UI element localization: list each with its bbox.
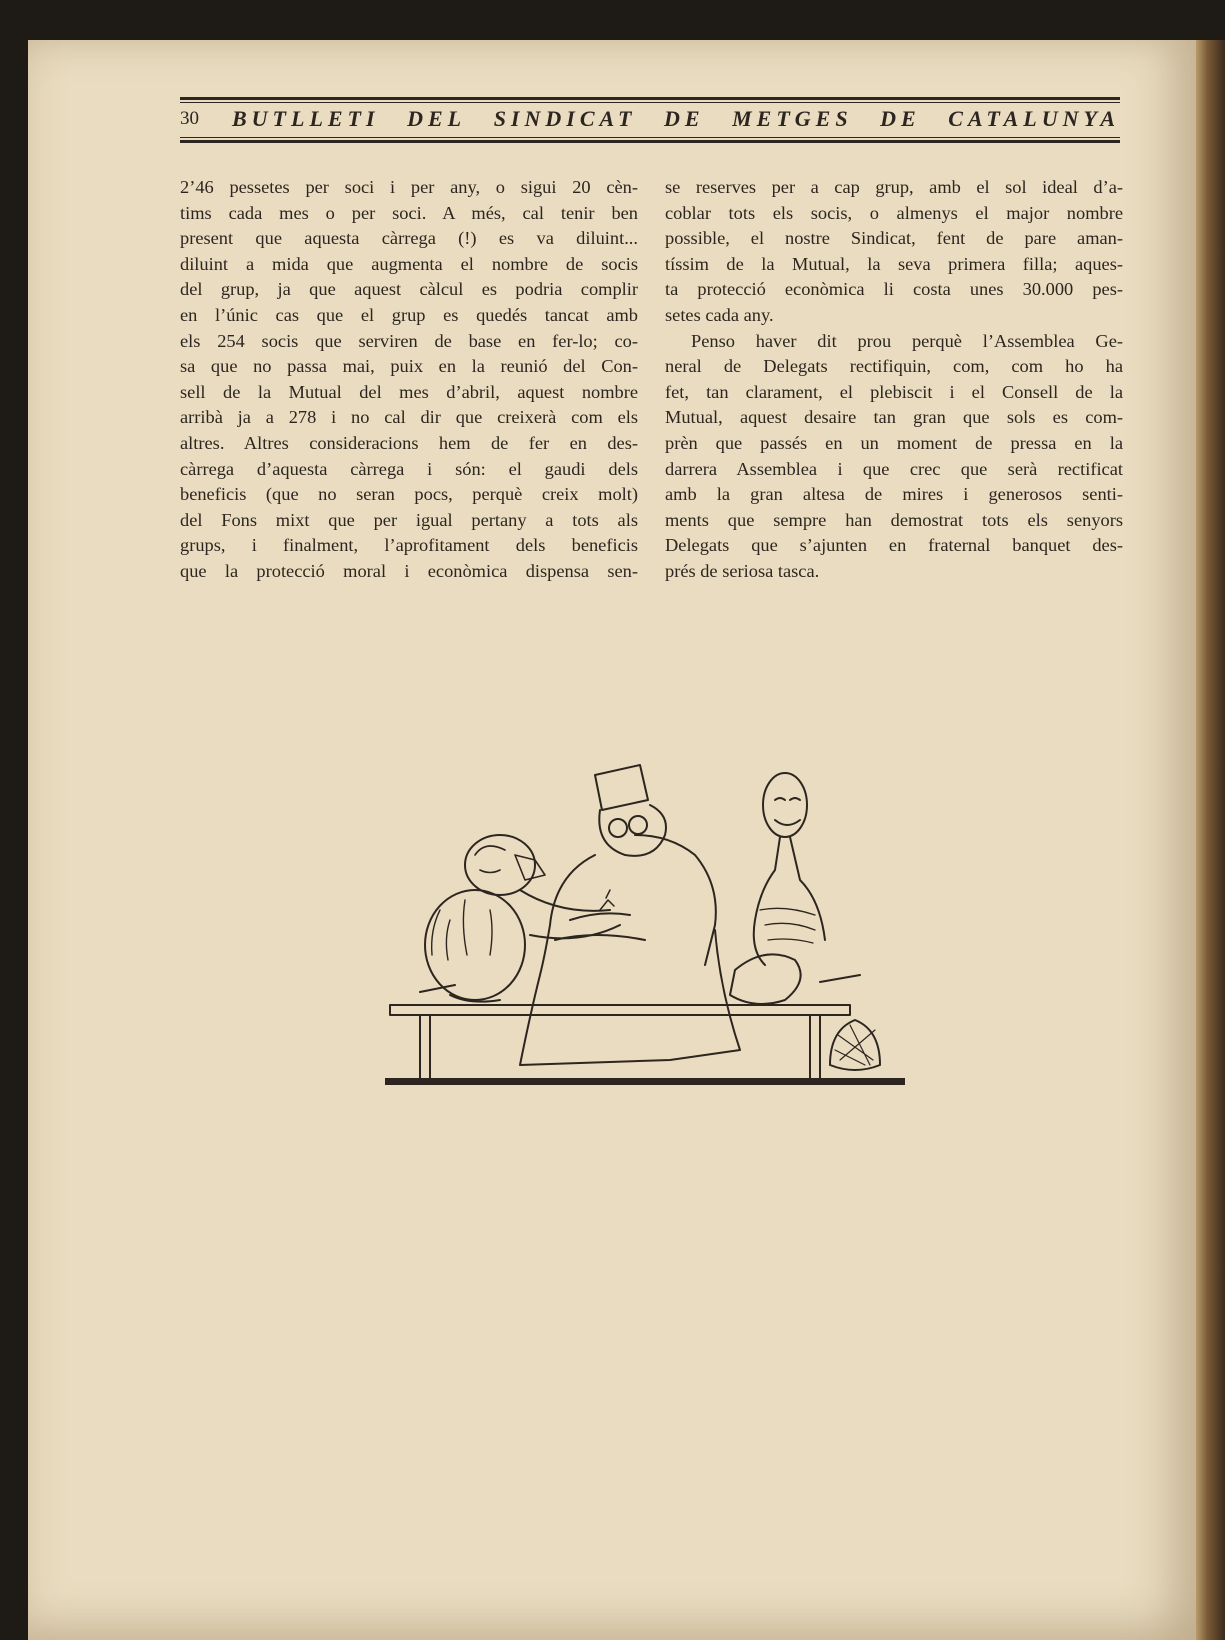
text-line: grups, i finalment, l’aprofitament dels beneficis xyxy=(180,535,638,556)
text-line: altres. Altres consideracions hem de fer en des- xyxy=(180,432,638,453)
text-line: diluint a mida que augmenta el nombre de socis xyxy=(180,253,638,274)
text-line: amb la gran altesa de mires i generosos senti- xyxy=(665,484,1123,505)
book-spine xyxy=(1196,40,1225,1640)
text-line: Penso haver dit prou perquè l’Assemblea Ge- xyxy=(691,330,1123,351)
text-line: Mutual, aquest desaire tan gran que sols es com- xyxy=(665,407,1123,428)
text-line: tims cada mes o per soci. A més, cal tenir ben xyxy=(180,202,638,223)
basket-figure xyxy=(830,1020,880,1070)
text-line: tíssim de la Mutual, la seva primera filla; aques- xyxy=(665,253,1123,274)
patient-figure xyxy=(730,773,825,1004)
text-line: possible, el nostre Sindicat, fent de pare aman- xyxy=(665,228,1123,249)
text-line: del grup, ja que aquest càlcul es podria complir xyxy=(180,279,638,300)
text-line: Delegats que s’ajunten en fraternal banquet des- xyxy=(665,535,1123,556)
text-line: prèn que passés en un moment de pressa en la xyxy=(665,432,1123,453)
header-top-rule xyxy=(180,97,1120,100)
title-word: METGES xyxy=(732,106,853,131)
title-word: BUTLLETI xyxy=(232,106,380,131)
text-line: 2’46 pessetes per soci i per any, o sigui 20 cèn- xyxy=(180,177,638,197)
title-word: SINDICAT xyxy=(493,106,637,131)
text-line: beneficis (que no seran pocs, perquè creix molt) xyxy=(180,484,638,505)
ground-line xyxy=(385,1078,905,1085)
left-paragraph xyxy=(180,175,638,585)
page-number: 30 xyxy=(180,108,199,129)
text-line: darrera Assemblea i que crec que serà rectificat xyxy=(665,458,1123,479)
left-column xyxy=(180,175,638,585)
right-column xyxy=(665,175,1123,585)
title-word: DEL xyxy=(407,106,467,131)
text-line: ta protecció econòmica li costa unes 30.000 pes- xyxy=(665,279,1123,300)
text-line: coblar tots els socis, o almenys el major nombre xyxy=(665,202,1123,223)
text-line: se reserves per a cap grup, amb el sol ideal d’a- xyxy=(665,177,1123,197)
text-line: en l’únic cas que el grup es quedés tancat amb xyxy=(180,304,638,325)
right-paragraph-1 xyxy=(665,175,1123,329)
header-bottom-rule xyxy=(180,140,1120,143)
text-line: del Fons mixt que per igual pertany a tots als xyxy=(180,509,638,530)
monkey-figure xyxy=(425,835,620,1002)
bench-legs xyxy=(420,1015,820,1078)
text-line: sa que no passa mai, puix en la reunió del Con- xyxy=(180,356,638,377)
text-line: neral de Delegats rectifiquin, com, com ho ha xyxy=(665,356,1123,377)
doctor-figure xyxy=(520,765,740,1065)
title-word: DE xyxy=(880,106,921,131)
text-line: que la protecció moral i econòmica dispensa sen- xyxy=(180,560,638,581)
text-line: fet, tan clarament, el plebiscit i el Consell de la xyxy=(665,381,1123,402)
journal-title xyxy=(232,106,1120,132)
bench-handles xyxy=(420,975,860,992)
text-line: ments que sempre han demostrat tots els senyors xyxy=(665,509,1123,530)
right-paragraph-2 xyxy=(665,329,1123,585)
text-line: càrrega d’aquesta càrrega i són: el gaudi dels xyxy=(180,458,638,479)
text-line: sell de la Mutual del mes d’abril, aquest nombre xyxy=(180,381,638,402)
running-header xyxy=(180,103,1120,135)
bench-top xyxy=(390,1005,850,1015)
text-line: present que aquesta càrrega (!) es va diluint... xyxy=(180,228,638,249)
title-word: CATALUNYA xyxy=(948,106,1120,131)
text-line: arribà ja a 278 i no cal dir que creixerà com els xyxy=(180,407,638,428)
text-line: setes cada any. xyxy=(665,304,774,325)
title-word: DE xyxy=(663,106,705,131)
header-bottom-rule-thin xyxy=(180,137,1120,138)
text-line: prés de seriosa tasca. xyxy=(665,560,820,581)
text-line: els 254 socis que serviren de base en fer-lo; co- xyxy=(180,330,638,351)
caricature-illustration xyxy=(380,760,920,1090)
